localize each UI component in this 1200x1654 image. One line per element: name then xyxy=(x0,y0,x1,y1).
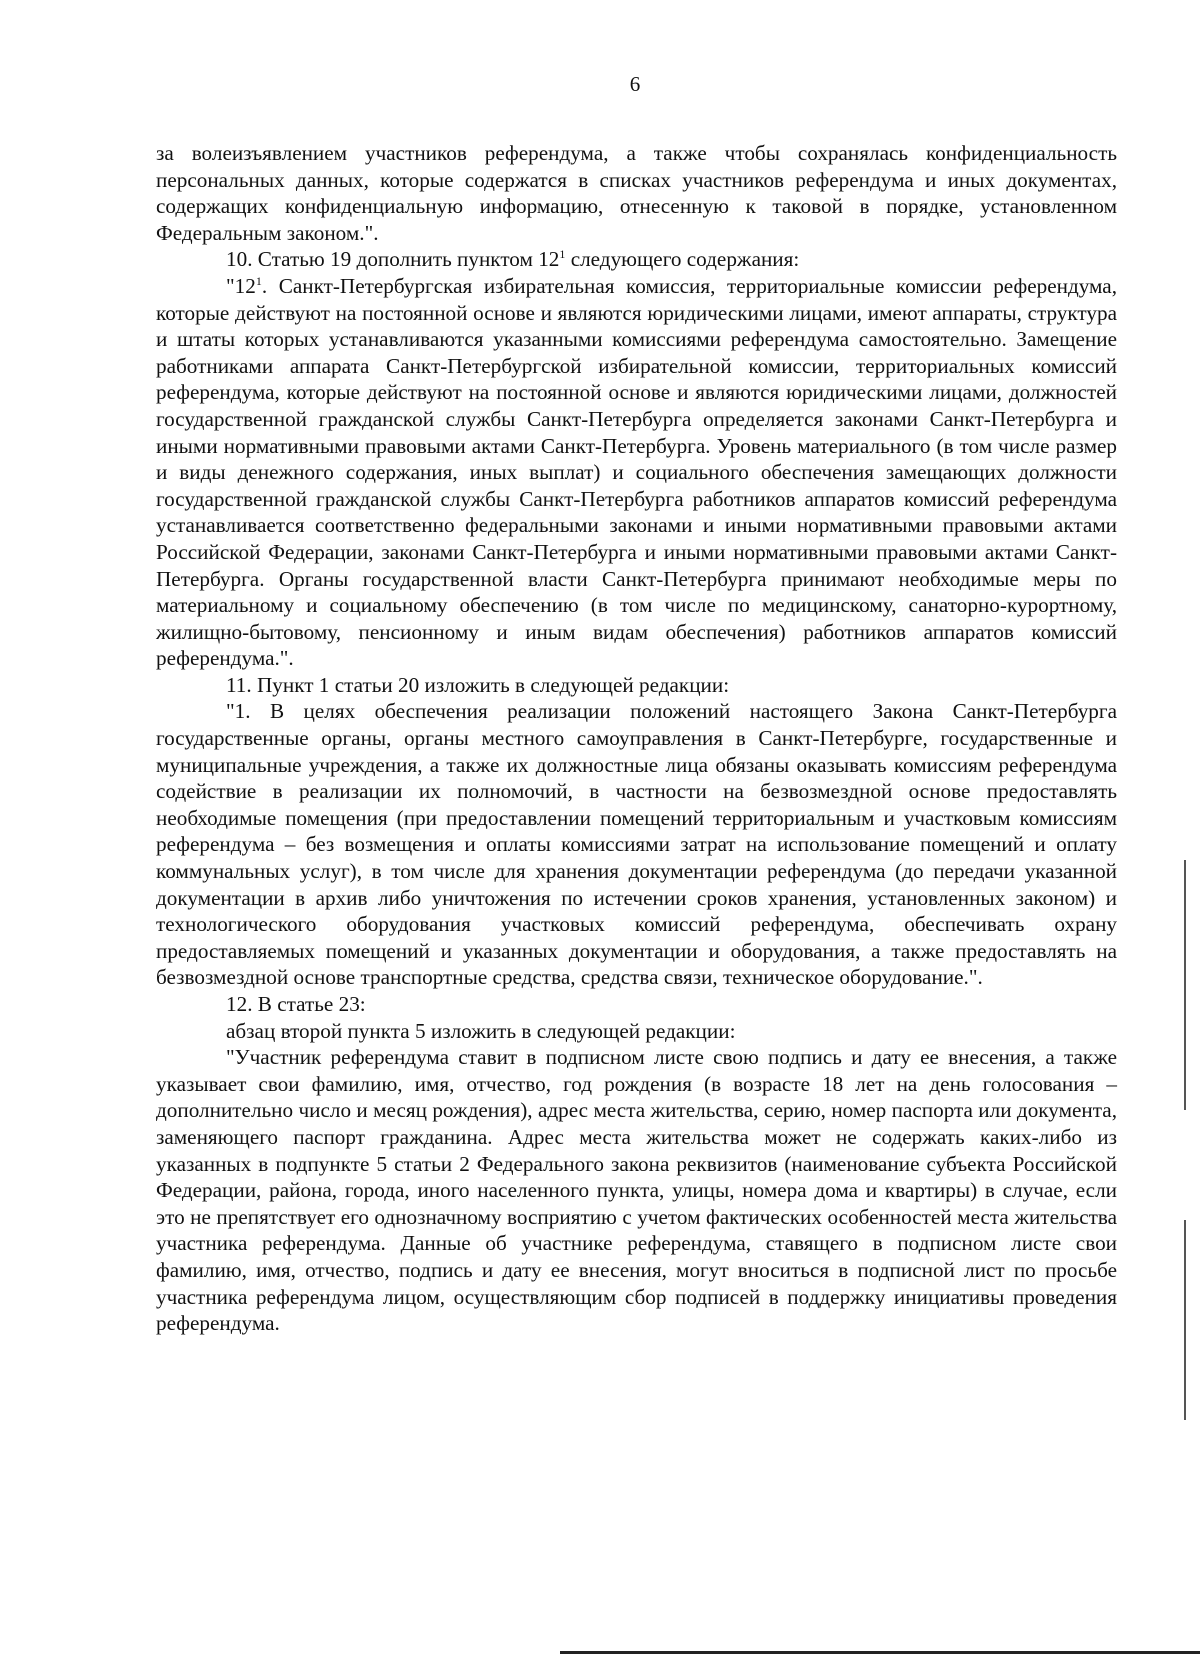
paragraph-item-12-intro: 12. В статье 23: xyxy=(226,992,366,1016)
paragraph-signature-sheet-text: "Участник референдума ставит в подписном листе свою подпись и дату ее внесения, а также указывает свои фамилию, имя, отчество, год рождения (в возрасте 18 лет на день голосования – дополнительно число и месяц рождения), адрес места жительства, серию, номер паспорта или документа, заменяющего паспорт гражданина. Адрес места жительства может не содержать каких-либо из указанных в подпункте 5 статьи 2 Федерального закона реквизитов (наименование субъекта Российской Федерации, района, города, иного населенного пункта, улицы, номера дома и квартиры) в случае, если это не препятствует его однозначному восприятию с учетом фактических особенностей места жительства участника референдума. Данные об участнике референдума, ставящего в подписном листе свои фамилию, имя, отчество, подпись и дату ее внесения, могут вноситься в подписной лист по просьбе участника референдума лицом, осуществляющим сбор подписей в поддержку инициативы проведения референдума. xyxy=(156,1045,1117,1336)
paragraph-item-12-1-text: "$12^1$. Санкт-Петербургская избирательная комиссия, территориальные комиссии референдума, которые действуют на постоянной основе и являются юридическими лицами, имеют аппараты, структура и штаты которых устанавливаются указанными комиссиями референдума самостоятельно. Замещение работниками аппарата Санкт-Петербургской избирательной комиссии, территориальных комиссий референдума, которые действуют на постоянной основе и являются юридическими лицами, должностей государственной гражданской службы Санкт-Петербурга определяется законами Санкт-Петербурга и иными нормативными правовыми актами Санкт-Петербурга. Уровень материального (в том числе размер и виды денежного содержания, иных выплат) и социального обеспечения замещающих должности государственной гражданской службы Санкт-Петербурга работников аппаратов комиссий референдума устанавливается соответственно федеральными законами и иными нормативными правовыми актами Российской Федерации, законами Санкт-Петербурга и иными нормативными правовыми актами Санкт-Петербурга. Органы государственной власти Санкт-Петербурга принимают необходимые меры по материальному и социальному обеспечению (в том числе по медицинскому, санаторно-курортному, жилищно-бытовому, пенсионному и иным видам обеспечения) работников аппаратов комиссий референдума.". xyxy=(156,273,1117,671)
paragraph-item-10-intro: 10. Статью 19 дополнить пунктом $12^1$ следующего содержания: xyxy=(226,247,800,272)
scan-edge-mark xyxy=(1184,1220,1186,1420)
page-number: 6 xyxy=(629,72,641,96)
paragraph-article-23-instruction: абзац второй пункта 5 изложить в следующей редакции: xyxy=(226,1018,736,1043)
document-body xyxy=(156,140,1117,1337)
paragraph-confidentiality-end: за волеизъявлением участников референдума, а также чтобы сохранялась конфиденциальность персональных данных, которые содержатся в списках участников референдума и иных документах, содержащих конфиденциальную информацию, отнесенную к таковой в порядке, установленном Федеральным законом.". xyxy=(156,141,1117,245)
paragraph-item-11-intro: 11. Пункт 1 статьи 20 изложить в следующей редакции: xyxy=(226,672,730,697)
scan-edge-mark xyxy=(1184,860,1186,1110)
paragraph-article-20-text: "1. В целях обеспечения реализации положений настоящего Закона Санкт-Петербурга государственные органы, органы местного самоуправления в Санкт-Петербурге, государственные и муниципальные учреждения, а также их должностные лица обязаны оказывать комиссиям референдума содействие в реализации их полномочий, в частности на безвозмездной основе предоставлять необходимые помещения (при предоставлении помещений территориальным и участковым комиссиям референдума – без возмещения и оплаты комиссиями затрат на использование помещений и оплату коммунальных услуг), в том числе для хранения документации референдума (до передачи указанной документации в архив либо уничтожения по истечении сроков хранения, установленных законом) и технологического оборудования участковых комиссий референдума, обеспечивать охрану предоставляемых помещений и указанных документации и оборудования, а также предоставлять на безвозмездной основе транспортные средства, средства связи, техническое оборудование.". xyxy=(156,699,1117,990)
